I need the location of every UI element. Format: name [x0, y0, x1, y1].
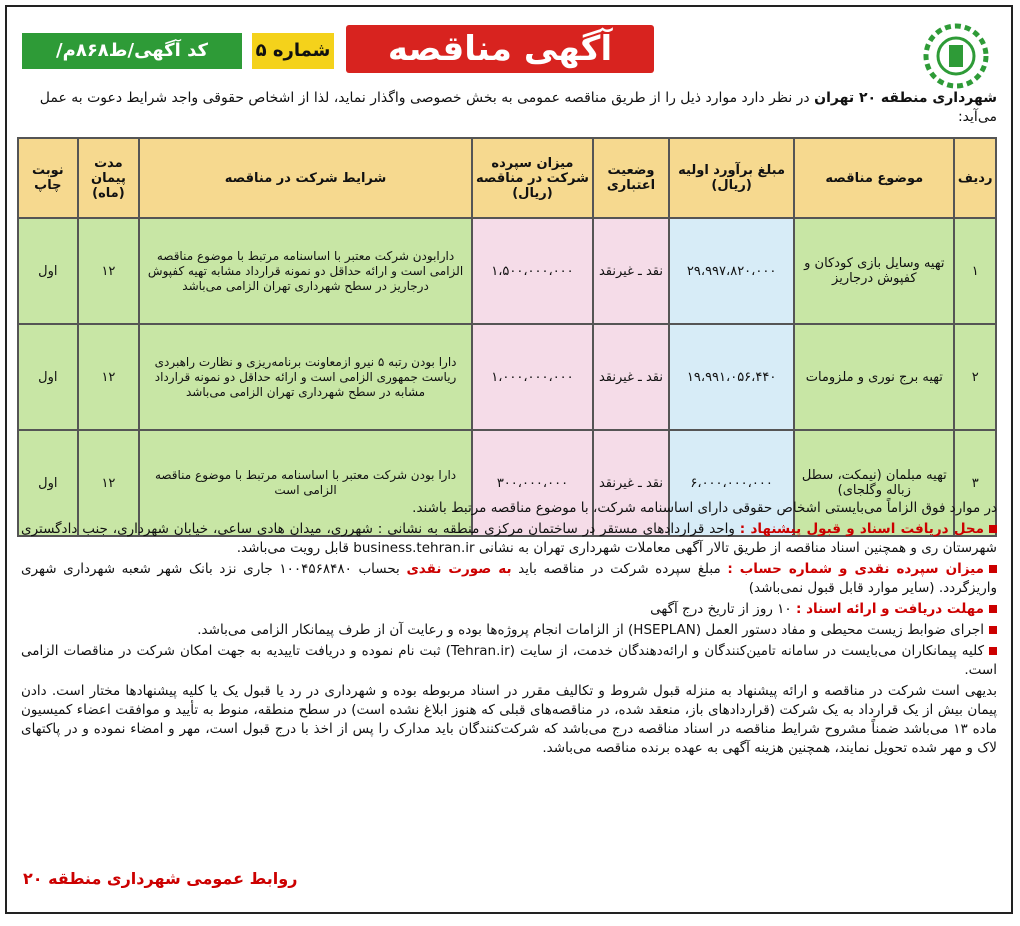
col-row: ردیف	[954, 138, 996, 218]
deadline-text: ۱۰ روز از تاریخ درج آگهی	[650, 601, 792, 617]
business-link[interactable]: business.tehran.ir	[353, 540, 475, 556]
intro-body: در نظر دارد موارد ذیل را از طریق مناقصه عمومی به بخش خصوصی واگذار نماید، لذا از اشخاص حقوقی واجد شرایط دعوت به عمل می‌آید:	[39, 90, 997, 125]
cell-deposit: ۱،۰۰۰،۰۰۰،۰۰۰	[472, 324, 593, 430]
cell-conditions: دارابودن شرکت معتبر با اساسنامه مرتبط با موضوع مناقصه الزامی است و ارائه حداقل دو نمونه قرارداد مشابه تهیه کفپوش درجاریز در سطح شهرداری تهران الزامی می‌باشد	[139, 218, 472, 324]
col-credit: وضعیت اعتباری	[593, 138, 669, 218]
col-conditions: شرایط شرکت در مناقصه	[139, 138, 472, 218]
organization-name: شهرداری منطقه ۲۰ تهران	[814, 90, 997, 106]
cell-estimate: ۲۹،۹۹۷،۸۲۰،۰۰۰	[669, 218, 794, 324]
final-paragraph: بدیهی است شرکت در مناقصه و ارائه پیشنهاد به منزله قبول شروط و تکالیف مقرر در اسناد مربوطه بوده و شهرداری در رد یا قبول یک یا کلیه پیشنهادها مختار است. دادن پیمان بیش از یک قرارداد به یک شرکت (قراردادهای باز، منعقد شده، در مناقصه‌های قبلی که هنوز ابلاغ نشده است) در سطح منطقه، منوط به تأیید و موافقت اعضاء کمیسیون ماده ۱۳ می‌باشد ضمناً مشروح شرایط مناقصه در اسناد مناقصه درج می‌باشد که شرکت‌کنندگان باید مدارک را پس از اخذ با درج قبول است، مهر و امضاء نموده و در پاکتهای لاک و مهر شده تحویل نمایند، همچنین هزینه آگهی به عهده برنده مناقصه می‌باشد.	[21, 683, 997, 756]
cell-duration: ۱۲	[78, 324, 140, 430]
registration-paragraph	[21, 642, 997, 680]
deposit-heading: میزان سپرده نقدی و شماره حساب :	[727, 561, 984, 577]
registration-text: کلیه پیمانکاران می‌بایست در سامانه تامین‌کنندگان و ارائه‌دهندگان خدمت، از سایت (Tehran.ir) ثبت نام نموده و دریافت تاییدیه به جهت امکان شرکت در مناقصات الزامی است.	[21, 643, 997, 678]
ad-number: شماره ۵	[252, 33, 334, 69]
cell-print: اول	[18, 324, 78, 430]
cell-print: اول	[18, 430, 78, 536]
cell-row: ۳	[954, 430, 996, 536]
tender-table	[17, 137, 997, 537]
bullet-icon	[989, 525, 997, 533]
cell-credit: نقد ـ غیرنقد	[593, 430, 669, 536]
hse-paragraph	[21, 621, 997, 640]
intro-text	[21, 89, 997, 127]
col-estimate: مبلغ برآورد اولیه (ریال)	[669, 138, 794, 218]
cell-row: ۱	[954, 218, 996, 324]
bullet-icon	[989, 565, 997, 573]
cell-deposit: ۳۰۰،۰۰۰،۰۰۰	[472, 430, 593, 536]
cell-conditions: دارا بودن شرکت معتبر با اساسنامه مرتبط با موضوع مناقصه الزامی است	[139, 430, 472, 536]
bullet-icon	[989, 647, 997, 655]
table-row	[18, 324, 996, 430]
deadline-heading: مهلت دریافت و ارائه اسناد :	[795, 601, 984, 617]
cell-credit: نقد ـ غیرنقد	[593, 324, 669, 430]
bullet-icon	[989, 626, 997, 634]
col-duration: مدت پیمان (ماه)	[78, 138, 140, 218]
note-paragraph: در موارد فوق الزاماً می‌بایستی اشخاص حقوقی دارای اساسنامه شرکت، با موضوع مناقصه مرتبط باشند.	[412, 500, 997, 516]
cash-emphasis: به صورت نقدی	[406, 561, 512, 577]
cell-estimate: ۱۹،۹۹۱،۰۵۶،۴۴۰	[669, 324, 794, 430]
cell-deposit: ۱،۵۰۰،۰۰۰،۰۰۰	[472, 218, 593, 324]
header	[19, 15, 999, 81]
col-deposit: میزان سپرده شرکت در مناقصه (ریال)	[472, 138, 593, 218]
cell-duration: ۱۲	[78, 218, 140, 324]
cell-estimate: ۶،۰۰۰،۰۰۰،۰۰۰	[669, 430, 794, 536]
cell-subject: تهیه برج نوری و ملزومات	[794, 324, 954, 430]
cell-row: ۲	[954, 324, 996, 430]
deposit-account-text: بحساب ۱۰۰۴۵۶۸۴۸۰ جاری نزد بانک شهر شعبه شهرداری شهری واریزگردد. (سایر موارد قابل قبول نمی‌باشد)	[21, 561, 997, 596]
col-print: نوبت چاپ	[18, 138, 78, 218]
cell-subject: تهیه وسایل بازی کودکان و کفپوش درجاریز	[794, 218, 954, 324]
table-row	[18, 218, 996, 324]
ad-body	[21, 499, 997, 760]
hse-text: اجرای ضوابط زیست محیطی و مفاد دستور العمل (HSEPLAN) از الزامات انجام پروژه‌ها بوده و رعایت آن از طرف پیمانکار الزامی می‌باشد.	[197, 622, 984, 638]
cell-credit: نقد ـ غیرنقد	[593, 218, 669, 324]
place-paragraph	[21, 520, 997, 558]
tender-ad	[5, 5, 1013, 914]
deposit-paragraph	[21, 560, 997, 598]
cell-duration: ۱۲	[78, 430, 140, 536]
footer-signature: روابط عمومی شهرداری منطقه ۲۰	[23, 869, 298, 888]
ad-title: آگهی مناقصه	[346, 25, 654, 73]
place-text: واحد قراردادهای مستقر در ساختمان مرکزی منطقه به نشانی : شهرری، میدان هادی ساعی، خیابان شهرداری، جنب دادگستری شهرستان ری و همچنین اسناد مناقصه از طریق تالار آگهی معاملات شهرداری تهران به نشانی	[21, 521, 997, 556]
place-heading: محل دریافت اسناد و قبول پیشنهاد :	[739, 521, 984, 537]
ad-code: کد آگهی/ط۸۶۸م/	[22, 33, 242, 69]
cell-subject: تهیه مبلمان (نیمکت، سطل زباله وگلجای)	[794, 430, 954, 536]
place-tail: قابل رویت می‌باشد.	[236, 540, 349, 556]
col-subject: موضوع مناقصه	[794, 138, 954, 218]
table-header-row	[18, 138, 996, 218]
bullet-icon	[989, 605, 997, 613]
cell-conditions: دارا بودن رتبه ۵ نیرو ازمعاونت برنامه‌ریزی و نظارت راهبردی ریاست جمهوری الزامی است و ارائه حداقل دو نمونه قرارداد مشابه در سطح شهرداری تهران الزامی می‌باشد	[139, 324, 472, 430]
deposit-text: مبلغ سپرده شرکت در مناقصه باید	[518, 561, 721, 577]
municipality-logo	[917, 17, 995, 95]
cell-print: اول	[18, 218, 78, 324]
deadline-paragraph	[21, 600, 997, 619]
